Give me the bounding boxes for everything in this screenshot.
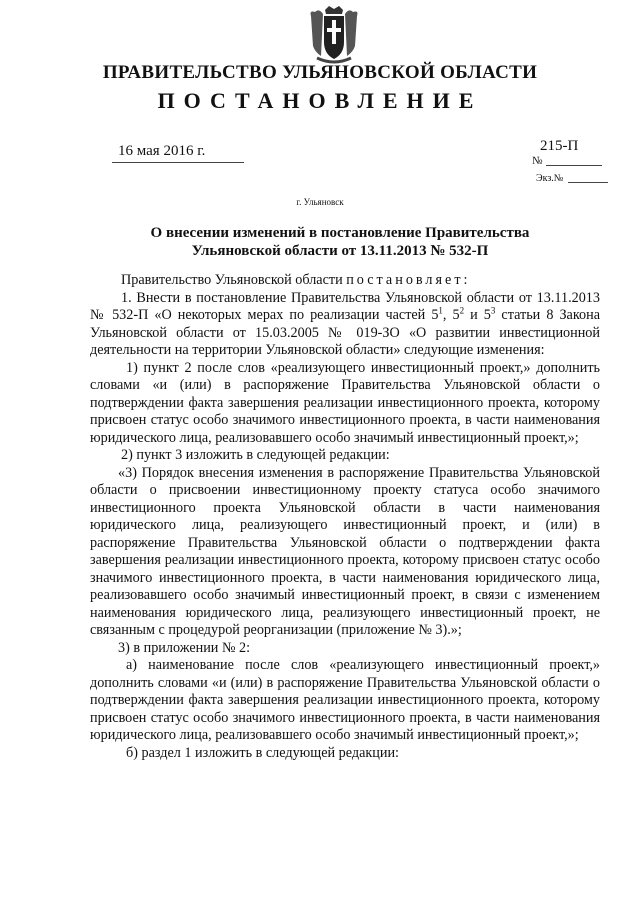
intro-paragraph bbox=[90, 272, 600, 290]
city: г. Ульяновск bbox=[296, 197, 344, 207]
coat-of-arms-icon bbox=[305, 6, 363, 66]
superscript-2: 2 bbox=[459, 305, 465, 316]
document-body bbox=[90, 272, 600, 762]
copy-number-underline bbox=[568, 182, 608, 183]
paragraph-5: 3) в приложении № 2: bbox=[118, 639, 251, 656]
document-number: 215-П bbox=[540, 138, 579, 154]
intro-text: Правительство Ульяновской области bbox=[121, 272, 347, 288]
paragraph-1-text-a: 1. Внести в постановление Правительства Ульяновской области от 13.11.2013 № 532-П «О некоторых мерах по реализации частей 5 bbox=[90, 289, 600, 323]
document-kind: ПОСТАНОВЛЕНИЕ bbox=[157, 88, 483, 113]
paragraph-1-text-d: статьи 8 Закона Ульяновской области от 15.03.2005 № 019-ЗО «О развитии инвестиционной деятельности на территории Ульяновской области» следующие изменения: bbox=[90, 307, 601, 358]
date-underline bbox=[112, 162, 244, 163]
document-date: 16 мая 2016 г. bbox=[118, 143, 206, 159]
number-underline bbox=[546, 165, 602, 166]
paragraph-1-text-b: , 5 bbox=[442, 307, 460, 323]
copy-number-label: Экз.№ bbox=[536, 173, 564, 184]
title-line-1: О внесении изменений в постановление Правительства bbox=[150, 225, 530, 241]
paragraph-1 bbox=[90, 290, 600, 360]
superscript-1: 1 bbox=[438, 305, 443, 316]
number-sign: № bbox=[532, 155, 543, 167]
document-title bbox=[100, 224, 580, 260]
superscript-3: 3 bbox=[490, 305, 496, 316]
paragraph-3: 2) пункт 3 изложить в следующей редакции: bbox=[121, 447, 390, 463]
paragraph-6: а) наименование после слов «реализующего инвестиционный проект,» дополнить словами «и (или) в распоряжение Правительства Ульяновской области о подтверждении факта завершения реализации инвестиционного проекта, которому присвоен статус особо значимого инвестиционного проекта, в части наименования юридического лица, реализовавшего особо значимый инвестиционный проект,»; bbox=[90, 657, 600, 743]
government-name: ПРАВИТЕЛЬСТВО УЛЬЯНОВСКОЙ ОБЛАСТИ bbox=[102, 62, 538, 83]
paragraph-1-text-c: и 5 bbox=[464, 307, 491, 323]
title-line-2: Ульяновской области от 13.11.2013 № 532-П bbox=[191, 243, 489, 259]
paragraph-2: 1) пункт 2 после слов «реализующего инвестиционный проект,» дополнить словами «и (или) в распоряжение Правительства Ульяновской области о подтверждении факта завершения реализации инвестиционного проекта, которому присвоен статус особо значимого инвестиционного проекта, в части наименования юридического лица, реализовавшего особо значимый инвестиционный проект,»; bbox=[90, 359, 600, 446]
intro-verb: постановляет: bbox=[346, 272, 471, 288]
paragraph-4: «3) Порядок внесения изменения в распоряжение Правительства Ульяновской области о присвоении инвестиционному проекту статуса особо значимого инвестиционного проекта Ульяновской области в части наименования юридического лица, реализующего инвестиционный проект, и (или) в распоряжение Правительства Ульяновской области о подтверждении факта завершения реализации инвестиционного проекта, которому присвоен статус особо значимого инвестиционного проекта, в части наименования юридического лица, реализовавшего особо значимый инвестиционный проект, в связи с изменением наименования юридического лица, реализующего инвестиционный проект, не связанным с процедурой реорганизации (приложение № 3).»; bbox=[90, 464, 600, 638]
paragraph-7: б) раздел 1 изложить в следующей редакции: bbox=[126, 744, 399, 761]
